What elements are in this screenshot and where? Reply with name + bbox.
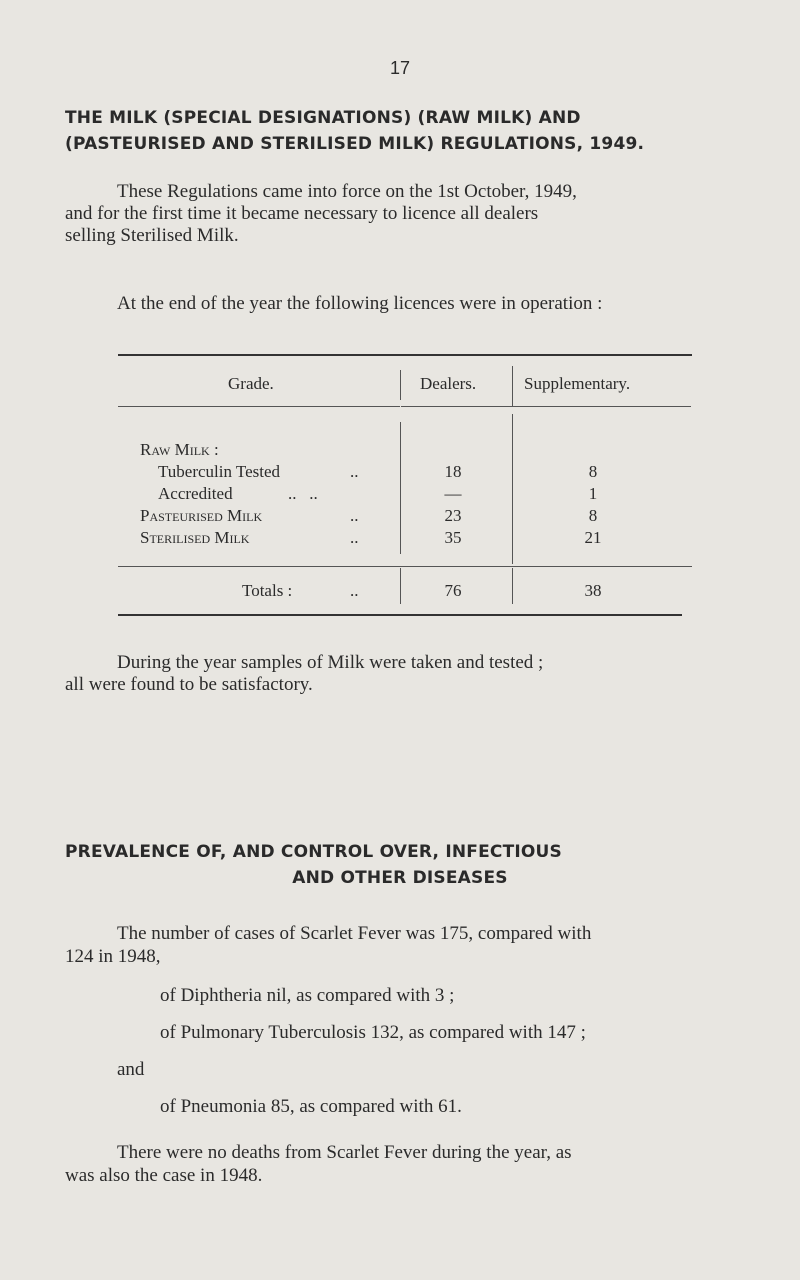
row-dealers: 23 — [444, 506, 462, 525]
paragraph-line: At the end of the year the following licences were in operation : — [117, 293, 603, 314]
row-dots: .. — [350, 506, 359, 525]
paragraph-line: selling Sterilised Milk. — [65, 225, 239, 246]
row-supplementary: 21 — [584, 528, 602, 547]
row-dots: .. — [350, 528, 359, 547]
row-grade: Sterilised Milk — [140, 528, 250, 547]
totals-dealers: 76 — [444, 581, 462, 600]
row-dots: .. — [350, 462, 359, 481]
totals-dots: .. — [350, 581, 359, 600]
section-heading-line2: (PASTEURISED AND STERILISED MILK) REGULATIONS, 1949. — [65, 134, 645, 154]
paragraph-line: and for the first time it became necessary to licence all dealers — [65, 203, 539, 224]
paragraph-line: and — [117, 1059, 145, 1080]
paragraph-line: There were no deaths from Scarlet Fever during the year, as — [117, 1142, 572, 1163]
table-bottom-rule — [118, 614, 682, 616]
table-top-rule — [118, 354, 692, 356]
paragraph-line: of Pulmonary Tuberculosis 132, as compared with 147 ; — [160, 1022, 586, 1043]
group-label-raw-milk: Raw Milk : — [140, 440, 219, 459]
section-heading-line1: PREVALENCE OF, AND CONTROL OVER, INFECTIOUS — [65, 842, 562, 862]
row-dealers: 18 — [444, 462, 462, 481]
paragraph-line: of Pneumonia 85, as compared with 61. — [160, 1096, 462, 1117]
section-heading-line1: THE MILK (SPECIAL DESIGNATIONS) (RAW MILK) AND — [65, 108, 581, 128]
paragraph-line: 124 in 1948, — [65, 946, 161, 967]
paragraph-line: was also the case in 1948. — [65, 1165, 263, 1186]
column-divider — [400, 568, 401, 604]
row-grade: Pasteurised Milk — [140, 506, 263, 525]
paragraph-line: These Regulations came into force on the 1st October, 1949, — [117, 181, 577, 202]
page-number: 17 — [389, 58, 411, 78]
row-grade: Tuberculin Tested — [158, 462, 281, 481]
header-underline — [401, 406, 691, 407]
row-supplementary: 8 — [588, 462, 598, 481]
paragraph-line: The number of cases of Scarlet Fever was 175, compared with — [117, 923, 592, 944]
header-grade: Grade. — [228, 374, 274, 393]
row-grade: Accredited — [158, 484, 233, 503]
paragraph-line: all were found to be satisfactory. — [65, 674, 313, 695]
row-dots: .. .. — [288, 484, 318, 503]
column-divider — [512, 568, 513, 604]
licences-table — [118, 354, 692, 618]
totals-rule — [118, 566, 692, 567]
header-supplementary: Supplementary. — [524, 374, 631, 393]
paragraph-line: During the year samples of Milk were taken and tested ; — [117, 652, 544, 673]
row-supplementary: 1 — [588, 484, 598, 503]
column-divider — [400, 422, 401, 554]
header-underline — [118, 406, 400, 407]
column-divider — [512, 414, 513, 564]
row-supplementary: 8 — [588, 506, 598, 525]
row-dealers: — — [444, 484, 462, 503]
totals-supplementary: 38 — [584, 581, 602, 600]
column-divider — [400, 370, 401, 400]
column-divider — [512, 366, 513, 406]
totals-label: Totals : — [242, 581, 293, 600]
paragraph-line: of Diphtheria nil, as compared with 3 ; — [160, 985, 455, 1006]
header-dealers: Dealers. — [420, 374, 477, 393]
section-heading-line2: AND OTHER DISEASES — [292, 868, 508, 888]
row-dealers: 35 — [444, 528, 462, 547]
